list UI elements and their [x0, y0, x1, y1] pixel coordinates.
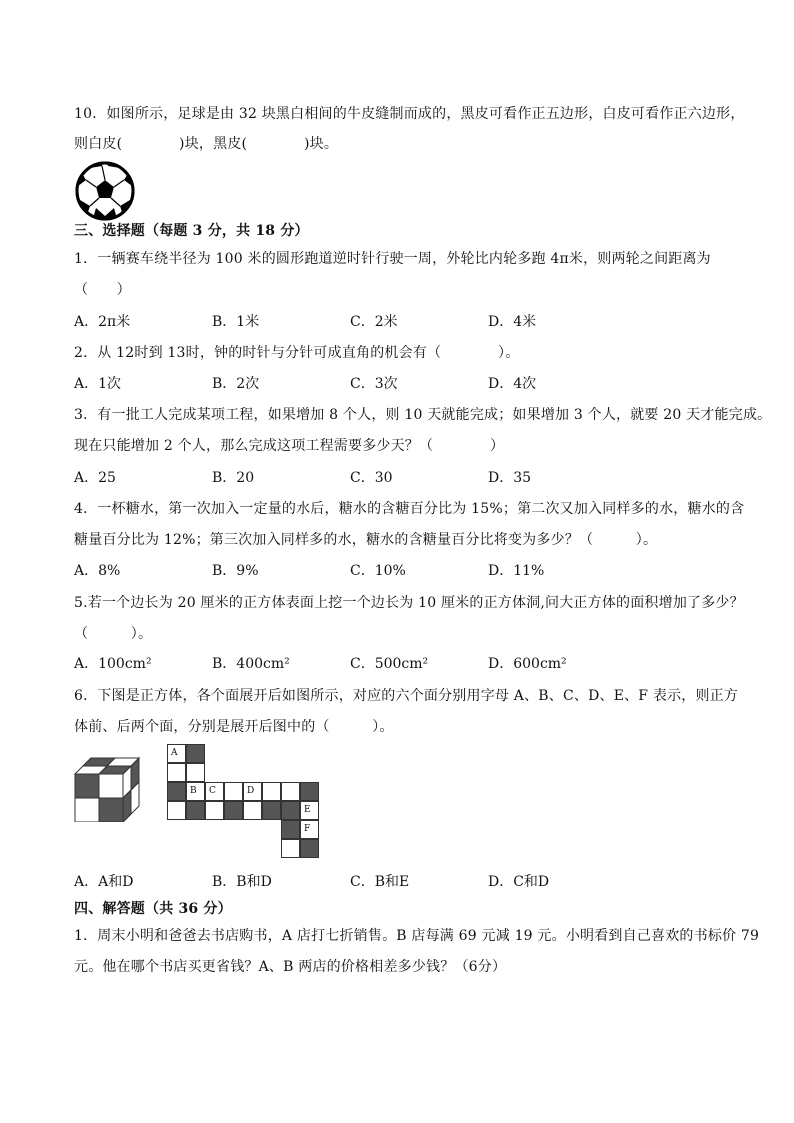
section4-heading: 四、解答题（共 36 分） [74, 901, 232, 917]
net-cell [262, 782, 281, 801]
net-cell [281, 782, 300, 801]
net-cell-d: D [243, 782, 262, 801]
s3-q4-option-b: B．9% [212, 563, 259, 579]
s3-q3-line1: 3．有一批工人完成某项工程，如果增加 8 个人，则 10 天就能完成；如果增加 3 个人，就要 20 天才能完成。 [74, 407, 772, 423]
s4-q1-line2: 元。他在哪个书店买更省钱？A、B 两店的价格相差多少钱？（6分） [74, 959, 507, 975]
net-cell [224, 782, 243, 801]
net-cell-a: A [167, 744, 186, 763]
net-cell [186, 744, 205, 763]
s3-q5-line1: 5.若一个边长为 20 厘米的正方体表面上挖一个边长为 10 厘米的正方体洞,问大正方体的面积增加了多少？ [74, 595, 744, 611]
s3-q2-option-d: D．4次 [488, 376, 537, 392]
s3-q4-option-a: A．8% [74, 563, 121, 579]
s3-q3-option-c: C．30 [350, 470, 393, 486]
s3-q6-option-b: B．B和D [212, 874, 272, 890]
s3-q6-line1: 6．下图是正方体，各个面展开后如图所示，对应的六个面分别用字母 A、B、C、D、E、F 表示，则正方 [74, 688, 739, 704]
net-cell [281, 801, 300, 820]
net-cell [167, 782, 186, 801]
s3-q1-option-b: B．1米 [212, 314, 260, 330]
s3-q1-line1: 1．一辆赛车绕半径为 100 米的圆形跑道逆时针行驶一周，外轮比内轮多跑 4π米，则两轮之间距离为 [74, 251, 711, 267]
s3-q3-option-a: A．25 [74, 470, 116, 486]
s3-q6-option-c: C．B和E [350, 874, 410, 890]
net-cell [205, 801, 224, 820]
net-cell [281, 839, 300, 858]
s3-q5-option-a: A．100cm² [74, 656, 152, 672]
s3-q1-line2: （ ） [74, 282, 131, 298]
s3-q5-line2: （ ）。 [74, 626, 153, 642]
cube-net-figure [167, 744, 323, 860]
net-cell [300, 839, 319, 858]
s4-q1-line1: 1．周末小明和爸爸去书店购书，A 店打七折销售。B 店每满 69 元减 19 元。小明看到自己喜欢的书标价 79 [74, 928, 760, 944]
net-cell [281, 820, 300, 839]
s3-q2-option-a: A．1次 [74, 376, 122, 392]
s3-q5-option-b: B．400cm² [212, 656, 290, 672]
s3-q3-line2: 现在只能增加 2 个人，那么完成这项工程需要多少天？（ ） [74, 438, 505, 454]
s3-q2-line1: 2．从 12时到 13时，钟的时针与分针可成直角的机会有（ ）。 [74, 345, 520, 361]
net-cell-b: B [186, 782, 205, 801]
q10-line1: 10．如图所示，足球是由 32 块黑白相间的牛皮缝制而成的，黑皮可看作正五边形，白皮可看作正六边形， [74, 106, 745, 122]
net-cell [300, 782, 319, 801]
s3-q1-option-d: D．4米 [488, 314, 537, 330]
s3-q6-line2: 体前、后两个面，分别是展开后图中的（ ）。 [74, 719, 394, 735]
net-cell-c: C [205, 782, 224, 801]
net-cell [186, 801, 205, 820]
s3-q4-option-c: C．10% [350, 563, 406, 579]
net-cell [262, 801, 281, 820]
s3-q1-option-a: A．2π米 [74, 314, 131, 330]
s3-q6-option-a: A．A和D [74, 874, 134, 890]
soccer-ball-icon [74, 160, 136, 222]
net-cell [243, 801, 262, 820]
net-cell [224, 801, 243, 820]
s3-q3-option-b: B．20 [212, 470, 255, 486]
net-cell [186, 763, 205, 782]
net-cell [167, 763, 186, 782]
s3-q4-option-d: D．11% [488, 563, 545, 579]
q10-line2: 则白皮( )块，黑皮( )块。 [74, 136, 339, 152]
s3-q4-line2: 糖量百分比为 12%；第三次加入同样多的水，糖水的含糖量百分比将变为多少？（ ）。 [74, 532, 658, 548]
s3-q1-option-c: C．2米 [350, 314, 398, 330]
s3-q2-option-c: C．3次 [350, 376, 398, 392]
cube-figure [74, 756, 140, 822]
s3-q5-option-d: D．600cm² [488, 656, 567, 672]
s3-q4-line1: 4．一杯糖水，第一次加入一定量的水后，糖水的含糖百分比为 15%；第二次又加入同样多的水，糖水的含 [74, 501, 745, 517]
section3-heading: 三、选择题（每题 3 分，共 18 分） [74, 223, 309, 239]
net-cell [167, 801, 186, 820]
s3-q3-option-d: D．35 [488, 470, 532, 486]
s3-q2-option-b: B．2次 [212, 376, 260, 392]
s3-q5-option-c: C．500cm² [350, 656, 429, 672]
net-cell-e: E [300, 801, 319, 820]
net-cell-f: F [300, 820, 319, 839]
s3-q6-option-d: D．C和D [488, 874, 550, 890]
